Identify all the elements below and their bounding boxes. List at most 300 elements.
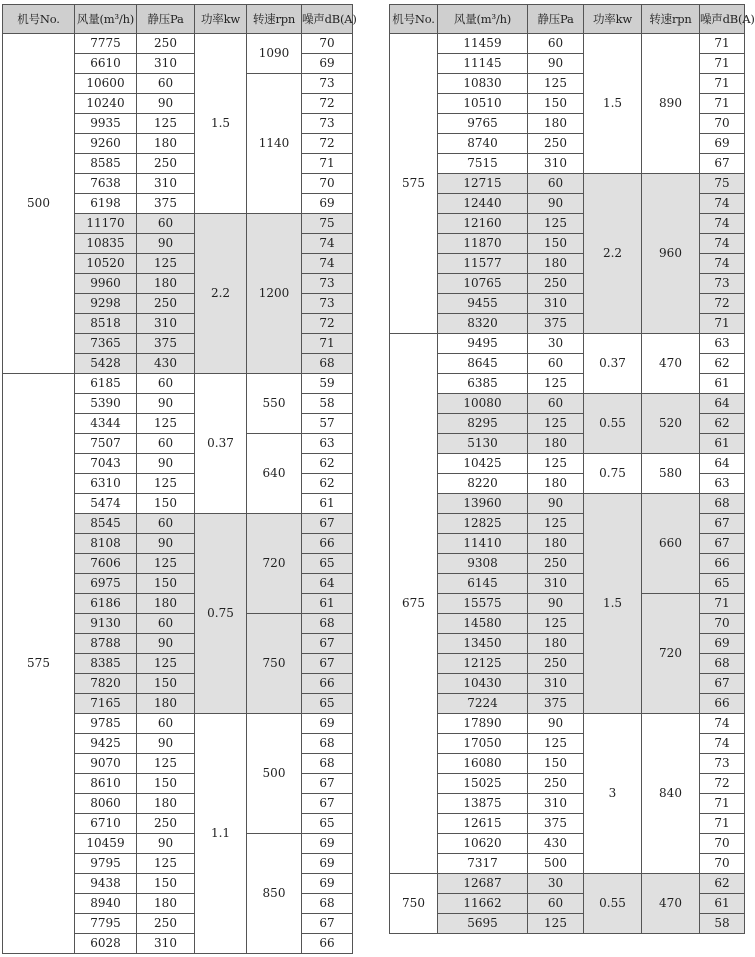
noise-cell: 74 [700,234,745,254]
speed-cell: 840 [642,714,700,874]
airflow-cell: 8788 [75,634,137,654]
static-pressure-cell: 310 [528,674,584,694]
static-pressure-cell: 150 [528,94,584,114]
airflow-cell: 9765 [438,114,528,134]
noise-cell: 67 [302,654,353,674]
airflow-cell: 8518 [75,314,137,334]
airflow-cell: 7775 [75,34,137,54]
airflow-cell: 11870 [438,234,528,254]
airflow-cell: 6310 [75,474,137,494]
speed-cell: 580 [642,454,700,494]
airflow-cell: 8295 [438,414,528,434]
header-row [390,5,745,34]
noise-cell: 71 [302,334,353,354]
static-pressure-cell: 125 [528,214,584,234]
airflow-cell: 12715 [438,174,528,194]
static-pressure-cell: 30 [528,874,584,894]
airflow-cell: 8385 [75,654,137,674]
airflow-cell: 9455 [438,294,528,314]
noise-cell: 73 [700,274,745,294]
noise-cell: 71 [700,94,745,114]
noise-cell: 71 [700,794,745,814]
noise-cell: 61 [302,594,353,614]
table-row [390,334,745,354]
power-cell: 0.37 [195,374,247,514]
static-pressure-cell: 250 [137,294,195,314]
airflow-cell: 10425 [438,454,528,474]
airflow-cell: 11577 [438,254,528,274]
airflow-cell: 7317 [438,854,528,874]
noise-cell: 66 [302,534,353,554]
airflow-cell: 14580 [438,614,528,634]
static-pressure-cell: 150 [528,754,584,774]
noise-cell: 61 [302,494,353,514]
airflow-cell: 8940 [75,894,137,914]
noise-cell: 68 [700,494,745,514]
static-pressure-cell: 60 [528,174,584,194]
static-pressure-cell: 250 [528,134,584,154]
model-no-cell: 575 [390,34,438,334]
static-pressure-cell: 150 [137,874,195,894]
speed-cell: 1140 [247,74,302,214]
static-pressure-cell: 125 [528,74,584,94]
noise-cell: 58 [700,914,745,934]
noise-cell: 75 [700,174,745,194]
noise-cell: 68 [700,654,745,674]
header-speed: 转速rpn [247,5,302,34]
noise-cell: 67 [700,534,745,554]
noise-cell: 72 [302,314,353,334]
header-model-no: 机号No. [390,5,438,34]
noise-cell: 68 [302,354,353,374]
noise-cell: 74 [302,234,353,254]
static-pressure-cell: 60 [137,214,195,234]
noise-cell: 67 [302,914,353,934]
header-model-no: 机号No. [3,5,75,34]
static-pressure-cell: 125 [528,514,584,534]
airflow-cell: 8108 [75,534,137,554]
static-pressure-cell: 125 [528,914,584,934]
noise-cell: 74 [302,254,353,274]
noise-cell: 66 [700,694,745,714]
static-pressure-cell: 430 [528,834,584,854]
static-pressure-cell: 430 [137,354,195,374]
airflow-cell: 12440 [438,194,528,214]
static-pressure-cell: 180 [137,894,195,914]
airflow-cell: 8610 [75,774,137,794]
power-cell: 1.5 [584,494,642,714]
noise-cell: 74 [700,714,745,734]
static-pressure-cell: 125 [528,374,584,394]
airflow-cell: 12615 [438,814,528,834]
static-pressure-cell: 90 [137,834,195,854]
model-no-cell: 575 [3,374,75,954]
static-pressure-cell: 310 [528,154,584,174]
noise-cell: 68 [302,614,353,634]
header-row [3,5,353,34]
noise-cell: 67 [700,154,745,174]
noise-cell: 71 [700,314,745,334]
static-pressure-cell: 125 [528,414,584,434]
speed-cell: 720 [642,594,700,714]
header-noise: 噪声dB(A) [302,5,353,34]
static-pressure-cell: 125 [137,754,195,774]
table-row [390,34,745,54]
airflow-cell: 6710 [75,814,137,834]
airflow-cell: 9308 [438,554,528,574]
airflow-cell: 6145 [438,574,528,594]
static-pressure-cell: 250 [528,274,584,294]
static-pressure-cell: 90 [137,534,195,554]
table-row [390,594,745,614]
noise-cell: 67 [302,794,353,814]
airflow-cell: 6198 [75,194,137,214]
airflow-cell: 11410 [438,534,528,554]
static-pressure-cell: 60 [137,374,195,394]
noise-cell: 69 [302,54,353,74]
static-pressure-cell: 180 [528,474,584,494]
airflow-cell: 9785 [75,714,137,734]
airflow-cell: 9425 [75,734,137,754]
power-cell: 0.55 [584,394,642,454]
static-pressure-cell: 90 [137,394,195,414]
noise-cell: 64 [700,454,745,474]
static-pressure-cell: 125 [137,654,195,674]
noise-cell: 73 [302,74,353,94]
noise-cell: 71 [700,594,745,614]
static-pressure-cell: 180 [528,634,584,654]
noise-cell: 70 [700,854,745,874]
header-airflow: 风量(m³/h) [75,5,137,34]
airflow-cell: 6185 [75,374,137,394]
table-body-right [390,34,745,934]
speed-cell: 500 [247,714,302,834]
noise-cell: 66 [700,554,745,574]
airflow-cell: 6186 [75,594,137,614]
noise-cell: 64 [700,394,745,414]
airflow-cell: 12125 [438,654,528,674]
airflow-cell: 10430 [438,674,528,694]
airflow-cell: 7515 [438,154,528,174]
noise-cell: 63 [302,434,353,454]
airflow-cell: 9260 [75,134,137,154]
noise-cell: 69 [700,134,745,154]
noise-cell: 64 [302,574,353,594]
power-cell: 1.5 [584,34,642,174]
noise-cell: 71 [700,34,745,54]
noise-cell: 71 [700,74,745,94]
noise-cell: 72 [700,294,745,314]
airflow-cell: 5474 [75,494,137,514]
header-power: 功率kw [584,5,642,34]
model-no-cell: 750 [390,874,438,934]
static-pressure-cell: 125 [137,254,195,274]
airflow-cell: 11145 [438,54,528,74]
airflow-cell: 5390 [75,394,137,414]
noise-cell: 72 [700,774,745,794]
table-row [3,374,353,394]
speed-cell: 750 [247,614,302,714]
noise-cell: 72 [302,134,353,154]
airflow-cell: 6028 [75,934,137,954]
static-pressure-cell: 90 [137,734,195,754]
noise-cell: 70 [700,614,745,634]
noise-cell: 58 [302,394,353,414]
noise-cell: 74 [700,254,745,274]
static-pressure-cell: 90 [137,634,195,654]
noise-cell: 57 [302,414,353,434]
airflow-cell: 17890 [438,714,528,734]
static-pressure-cell: 125 [528,454,584,474]
noise-cell: 65 [302,694,353,714]
airflow-cell: 7224 [438,694,528,714]
static-pressure-cell: 250 [137,154,195,174]
static-pressure-cell: 500 [528,854,584,874]
static-pressure-cell: 60 [137,614,195,634]
header-static-pressure: 静压Pa [137,5,195,34]
noise-cell: 69 [302,194,353,214]
airflow-cell: 6385 [438,374,528,394]
airflow-cell: 5428 [75,354,137,374]
speed-cell: 640 [247,434,302,514]
power-cell: 1.1 [195,714,247,954]
airflow-cell: 7638 [75,174,137,194]
static-pressure-cell: 180 [528,254,584,274]
speed-cell: 960 [642,174,700,334]
noise-cell: 62 [302,474,353,494]
speed-cell: 520 [642,394,700,454]
noise-cell: 68 [302,734,353,754]
airflow-cell: 17050 [438,734,528,754]
speed-cell: 1200 [247,214,302,374]
noise-cell: 63 [700,334,745,354]
noise-cell: 65 [700,574,745,594]
noise-cell: 73 [302,294,353,314]
speed-cell: 720 [247,514,302,614]
airflow-cell: 9960 [75,274,137,294]
static-pressure-cell: 60 [137,74,195,94]
static-pressure-cell: 150 [137,674,195,694]
static-pressure-cell: 250 [528,654,584,674]
static-pressure-cell: 310 [137,314,195,334]
static-pressure-cell: 250 [528,554,584,574]
airflow-cell: 12825 [438,514,528,534]
static-pressure-cell: 150 [137,494,195,514]
airflow-cell: 7507 [75,434,137,454]
airflow-cell: 10080 [438,394,528,414]
noise-cell: 71 [700,54,745,74]
airflow-cell: 9298 [75,294,137,314]
power-cell: 2.2 [195,214,247,374]
airflow-cell: 7165 [75,694,137,714]
table-row [390,494,745,514]
static-pressure-cell: 125 [528,734,584,754]
noise-cell: 67 [700,674,745,694]
static-pressure-cell: 150 [137,774,195,794]
noise-cell: 67 [302,514,353,534]
table-row [390,394,745,414]
static-pressure-cell: 60 [528,354,584,374]
speed-cell: 660 [642,494,700,594]
noise-cell: 62 [700,874,745,894]
noise-cell: 74 [700,734,745,754]
airflow-cell: 9935 [75,114,137,134]
airflow-cell: 12687 [438,874,528,894]
table-row [390,874,745,894]
noise-cell: 69 [302,714,353,734]
airflow-cell: 13875 [438,794,528,814]
power-cell: 0.75 [584,454,642,494]
static-pressure-cell: 90 [137,234,195,254]
static-pressure-cell: 125 [528,614,584,634]
noise-cell: 69 [302,834,353,854]
header-airflow: 风量(m³/h) [438,5,528,34]
noise-cell: 62 [700,414,745,434]
airflow-cell: 15025 [438,774,528,794]
noise-cell: 69 [700,634,745,654]
fan-spec-table-right [389,4,755,934]
noise-cell: 61 [700,894,745,914]
noise-cell: 63 [700,474,745,494]
static-pressure-cell: 375 [528,694,584,714]
noise-cell: 73 [700,754,745,774]
noise-cell: 74 [700,194,745,214]
static-pressure-cell: 125 [137,854,195,874]
airflow-cell: 10830 [438,74,528,94]
noise-cell: 65 [302,554,353,574]
airflow-cell: 7043 [75,454,137,474]
header-speed: 转速rpn [642,5,700,34]
noise-cell: 70 [302,34,353,54]
static-pressure-cell: 125 [137,114,195,134]
speed-cell: 470 [642,334,700,394]
noise-cell: 67 [700,514,745,534]
static-pressure-cell: 375 [528,814,584,834]
airflow-cell: 9795 [75,854,137,874]
static-pressure-cell: 125 [137,474,195,494]
noise-cell: 73 [302,114,353,134]
static-pressure-cell: 90 [528,194,584,214]
static-pressure-cell: 150 [137,574,195,594]
airflow-cell: 8740 [438,134,528,154]
power-cell: 1.5 [195,34,247,214]
power-cell: 0.75 [195,514,247,714]
fan-spec-table-left [2,4,357,954]
noise-cell: 71 [700,814,745,834]
airflow-cell: 10600 [75,74,137,94]
static-pressure-cell: 90 [528,594,584,614]
noise-cell: 74 [700,214,745,234]
static-pressure-cell: 375 [528,314,584,334]
model-no-cell: 500 [3,34,75,374]
table-body-left [3,34,353,954]
noise-cell: 62 [302,454,353,474]
power-cell: 0.55 [584,874,642,934]
noise-cell: 61 [700,374,745,394]
static-pressure-cell: 310 [528,794,584,814]
airflow-cell: 8645 [438,354,528,374]
static-pressure-cell: 90 [528,494,584,514]
static-pressure-cell: 90 [137,454,195,474]
airflow-cell: 9495 [438,334,528,354]
static-pressure-cell: 125 [137,414,195,434]
static-pressure-cell: 90 [528,714,584,734]
static-pressure-cell: 310 [528,574,584,594]
static-pressure-cell: 180 [137,274,195,294]
noise-cell: 61 [700,434,745,454]
static-pressure-cell: 250 [528,774,584,794]
static-pressure-cell: 180 [528,534,584,554]
airflow-cell: 7606 [75,554,137,574]
airflow-cell: 4344 [75,414,137,434]
static-pressure-cell: 60 [528,34,584,54]
noise-cell: 70 [302,174,353,194]
table-row [3,34,353,54]
static-pressure-cell: 90 [528,54,584,74]
static-pressure-cell: 60 [137,714,195,734]
static-pressure-cell: 150 [528,234,584,254]
airflow-cell: 6975 [75,574,137,594]
airflow-cell: 13450 [438,634,528,654]
noise-cell: 69 [302,854,353,874]
static-pressure-cell: 60 [137,514,195,534]
airflow-cell: 11170 [75,214,137,234]
static-pressure-cell: 250 [137,914,195,934]
static-pressure-cell: 310 [137,54,195,74]
noise-cell: 68 [302,754,353,774]
airflow-cell: 8220 [438,474,528,494]
noise-cell: 68 [302,894,353,914]
airflow-cell: 15575 [438,594,528,614]
static-pressure-cell: 30 [528,334,584,354]
airflow-cell: 10620 [438,834,528,854]
noise-cell: 66 [302,674,353,694]
airflow-cell: 8545 [75,514,137,534]
model-no-cell: 675 [390,334,438,874]
airflow-cell: 8585 [75,154,137,174]
noise-cell: 75 [302,214,353,234]
static-pressure-cell: 90 [137,94,195,114]
noise-cell: 71 [302,154,353,174]
static-pressure-cell: 250 [137,34,195,54]
airflow-cell: 10240 [75,94,137,114]
noise-cell: 66 [302,934,353,954]
speed-cell: 850 [247,834,302,954]
noise-cell: 67 [302,774,353,794]
noise-cell: 70 [700,834,745,854]
airflow-cell: 9130 [75,614,137,634]
noise-cell: 59 [302,374,353,394]
airflow-cell: 9070 [75,754,137,774]
noise-cell: 62 [700,354,745,374]
static-pressure-cell: 180 [137,134,195,154]
static-pressure-cell: 180 [528,114,584,134]
airflow-cell: 10459 [75,834,137,854]
speed-cell: 890 [642,34,700,174]
static-pressure-cell: 125 [137,554,195,574]
airflow-cell: 10835 [75,234,137,254]
static-pressure-cell: 310 [528,294,584,314]
header-noise: 噪声dB(A) [700,5,745,34]
power-cell: 2.2 [584,174,642,334]
airflow-cell: 8320 [438,314,528,334]
header-static-pressure: 静压Pa [528,5,584,34]
static-pressure-cell: 310 [137,934,195,954]
static-pressure-cell: 60 [528,894,584,914]
table-row [390,174,745,194]
static-pressure-cell: 375 [137,194,195,214]
airflow-cell: 10765 [438,274,528,294]
